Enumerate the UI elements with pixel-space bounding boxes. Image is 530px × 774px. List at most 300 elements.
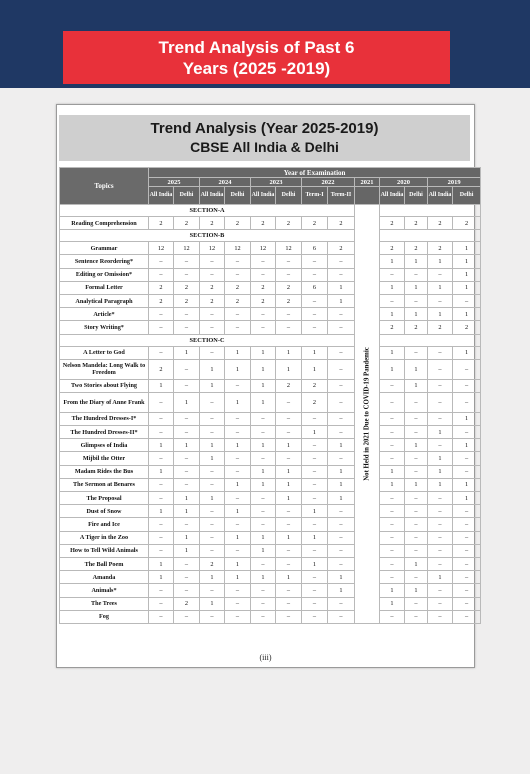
value-cell: – [225,465,251,478]
value-cell: 2 [225,217,251,230]
value-cell: – [328,392,355,412]
value-cell: – [380,571,405,584]
value-cell: 2 [276,217,302,230]
value-cell: 1 [200,571,225,584]
value-cell: – [428,412,453,425]
value-cell: 1 [225,346,251,359]
value-cell: – [428,518,453,531]
table-row [60,452,481,465]
value-cell: – [453,571,481,584]
value-cell: 2 [302,217,328,230]
value-cell: – [200,518,225,531]
value-cell: 1 [251,571,276,584]
value-cell: 12 [251,242,276,255]
topic-cell: Glimpses of India [60,439,149,452]
value-cell: – [380,392,405,412]
value-cell: – [251,518,276,531]
value-cell: – [302,308,328,321]
term2-header: Term-II [328,187,355,205]
value-cell: – [405,610,428,623]
value-cell: – [453,531,481,544]
value-cell: 1 [149,465,174,478]
value-cell: 1 [251,544,276,557]
value-cell: – [200,478,225,491]
value-cell: 2 [200,217,225,230]
value-cell: – [200,321,225,334]
value-cell: 1 [328,465,355,478]
value-cell: 12 [149,242,174,255]
value-cell: – [405,412,428,425]
value-cell: – [200,308,225,321]
topic-cell: A Tiger in the Zoo [60,531,149,544]
year-header: 2025 [149,178,200,187]
value-cell: 1 [276,492,302,505]
value-cell: – [302,255,328,268]
value-cell: 1 [405,439,428,452]
topic-cell: The Sermon at Benares [60,478,149,491]
value-cell: 1 [328,571,355,584]
value-cell: 12 [174,242,200,255]
value-cell: – [428,492,453,505]
value-cell: 1 [453,412,481,425]
topic-cell: Fog [60,610,149,623]
value-cell: – [428,531,453,544]
value-cell: 1 [302,505,328,518]
value-cell: 2 [328,242,355,255]
value-cell: – [149,518,174,531]
value-cell: – [174,359,200,379]
value-cell: – [405,597,428,610]
value-cell: – [276,392,302,412]
table-row [60,610,481,623]
value-cell: 1 [405,584,428,597]
value-cell: – [428,584,453,597]
value-cell: – [149,321,174,334]
value-cell: – [328,505,355,518]
section-title: SECTION-C [60,334,355,346]
value-cell: – [428,439,453,452]
value-cell: 6 [302,242,328,255]
table-row [60,217,481,230]
value-cell: 1 [328,294,355,307]
table-row [60,392,481,412]
value-cell: 1 [405,557,428,570]
table-row [60,359,481,379]
value-cell: 1 [380,255,405,268]
value-cell: 1 [251,478,276,491]
banner-title-line1: Trend Analysis of Past 6 [158,37,355,57]
value-cell: – [380,518,405,531]
value-cell: 2 [405,321,428,334]
table-row [60,439,481,452]
table-row [60,308,481,321]
value-cell: – [200,544,225,557]
value-cell: 2 [276,379,302,392]
year-header: 2020 [380,178,428,187]
value-cell: 2 [200,281,225,294]
value-cell: 12 [276,242,302,255]
value-cell: – [380,610,405,623]
value-cell: – [174,610,200,623]
value-cell: 1 [200,492,225,505]
value-cell: – [276,610,302,623]
value-cell: 1 [200,597,225,610]
value-cell: – [149,412,174,425]
value-cell: 1 [251,379,276,392]
value-cell: 1 [149,557,174,570]
value-cell: 1 [225,359,251,379]
value-cell: 1 [225,439,251,452]
value-cell: – [149,452,174,465]
value-cell: – [328,255,355,268]
value-cell: 1 [328,281,355,294]
value-cell: 1 [453,478,481,491]
value-cell: 12 [225,242,251,255]
all-india-header: All India [200,187,225,205]
value-cell: – [149,255,174,268]
topic-cell: The Hundred Dresses-II* [60,426,149,439]
value-cell: – [302,597,328,610]
value-cell: 1 [328,478,355,491]
value-cell: – [225,584,251,597]
value-cell: – [225,492,251,505]
value-cell: – [200,392,225,412]
value-cell: – [251,452,276,465]
value-cell: – [225,255,251,268]
value-cell: – [428,557,453,570]
covid-note: Not Held in 2021 Due to COVID-19 Pandemic [363,347,371,481]
value-cell: – [251,557,276,570]
value-cell: – [405,426,428,439]
value-cell: – [174,465,200,478]
value-cell: – [328,544,355,557]
value-cell: – [276,518,302,531]
topic-cell: The Ball Poem [60,557,149,570]
value-cell: – [428,294,453,307]
page-number: (iii) [259,653,272,662]
table-row [60,492,481,505]
value-cell: – [174,308,200,321]
value-cell: – [200,268,225,281]
topic-cell: Fire and Ice [60,518,149,531]
value-cell: 2 [174,217,200,230]
value-cell: – [428,544,453,557]
document-sheet [56,104,475,668]
value-cell: 1 [276,478,302,491]
value-cell: – [328,412,355,425]
value-cell: 1 [405,255,428,268]
topic-cell: Dust of Snow [60,505,149,518]
year-of-examination-header: Year of Examination [149,168,481,178]
value-cell: – [251,268,276,281]
value-cell: – [225,597,251,610]
value-cell: 1 [380,597,405,610]
all-india-header: All India [149,187,174,205]
delhi-header: Delhi [453,187,481,205]
topic-cell: Analytical Paragraph [60,294,149,307]
table-row [60,255,481,268]
value-cell: – [149,531,174,544]
value-cell: 1 [251,439,276,452]
value-cell: 1 [200,439,225,452]
topic-cell: Mijbil the Otter [60,452,149,465]
value-cell: – [405,294,428,307]
value-cell: – [405,531,428,544]
table-row [60,268,481,281]
value-cell: 2 [149,217,174,230]
value-cell: – [225,379,251,392]
value-cell: – [276,452,302,465]
topic-cell: Amanda [60,571,149,584]
value-cell: – [405,346,428,359]
table-row [60,505,481,518]
value-cell: 2 [200,294,225,307]
table-row [60,531,481,544]
value-cell: – [380,426,405,439]
year-header: 2019 [428,178,481,187]
value-cell: – [302,294,328,307]
value-cell: – [302,268,328,281]
value-cell: 1 [276,359,302,379]
value-cell: – [428,597,453,610]
value-cell: 1 [276,531,302,544]
value-cell: – [453,544,481,557]
value-cell: 2 [302,379,328,392]
value-cell: – [225,412,251,425]
value-cell: 2 [174,294,200,307]
year-header: 2021 [355,178,380,187]
topic-cell: Animals* [60,584,149,597]
table-row [60,465,481,478]
value-cell: – [200,531,225,544]
value-cell: 1 [225,505,251,518]
value-cell: – [174,478,200,491]
value-cell: – [428,505,453,518]
value-cell: 1 [453,492,481,505]
banner-title-line2: Years (2025 -2019) [182,58,331,78]
topic-cell: Madam Rides the Bus [60,465,149,478]
value-cell: 1 [174,544,200,557]
value-cell: – [453,379,481,392]
value-cell: 1 [174,346,200,359]
value-cell: 1 [405,478,428,491]
value-cell: – [453,294,481,307]
table-row [60,426,481,439]
delhi-header: Delhi [225,187,251,205]
topic-cell: Nelson Mandela: Long Walk to Freedom [60,359,149,379]
value-cell: – [453,359,481,379]
topic-cell: The Trees [60,597,149,610]
value-cell: – [225,452,251,465]
value-cell: 1 [405,379,428,392]
value-cell: 2 [405,242,428,255]
value-cell: – [453,426,481,439]
section-title: SECTION-B [60,230,355,242]
section-row [60,334,481,346]
value-cell: – [276,321,302,334]
value-cell: – [453,452,481,465]
value-cell: – [302,571,328,584]
value-cell: – [225,321,251,334]
value-cell: – [453,465,481,478]
value-cell: – [174,584,200,597]
value-cell: 1 [428,308,453,321]
value-cell: – [174,379,200,392]
topic-cell: Article* [60,308,149,321]
value-cell: – [276,544,302,557]
all-india-header: All India [251,187,276,205]
value-cell: – [200,505,225,518]
table-row [60,281,481,294]
value-cell: – [174,452,200,465]
trend-table [59,167,481,624]
value-cell: 1 [453,255,481,268]
value-cell: 2 [149,281,174,294]
value-cell: – [380,544,405,557]
value-cell: – [200,465,225,478]
value-cell: 2 [251,294,276,307]
value-cell: 1 [380,465,405,478]
topics-header: Topics [60,168,149,205]
topic-cell: Formal Letter [60,281,149,294]
value-cell: 2 [302,392,328,412]
value-cell: – [174,321,200,334]
value-cell: 2 [174,281,200,294]
value-cell: – [225,518,251,531]
value-cell: – [251,610,276,623]
value-cell: – [405,392,428,412]
value-cell: 1 [200,379,225,392]
value-cell: – [251,321,276,334]
value-cell: – [302,610,328,623]
section-title-right [380,230,481,242]
value-cell: – [453,597,481,610]
value-cell: – [380,379,405,392]
value-cell: – [428,359,453,379]
value-cell: – [328,321,355,334]
value-cell: 2 [428,217,453,230]
value-cell: 1 [302,426,328,439]
term1-header: Term-I [302,187,328,205]
value-cell: 1 [200,452,225,465]
delhi-header: Delhi [174,187,200,205]
value-cell: 1 [428,281,453,294]
value-cell: – [380,505,405,518]
topic-cell: The Hundred Dresses-I* [60,412,149,425]
sheet-title-box [59,115,470,161]
value-cell: 2 [276,294,302,307]
value-cell: 6 [302,281,328,294]
value-cell: 1 [453,308,481,321]
value-cell: – [328,359,355,379]
value-cell: 1 [428,426,453,439]
value-cell: 1 [302,346,328,359]
value-cell: – [276,557,302,570]
section-title: SECTION-A [60,205,355,217]
value-cell: 1 [380,584,405,597]
value-cell: 1 [174,531,200,544]
value-cell: – [251,255,276,268]
value-cell: 2 [453,217,481,230]
value-cell: – [251,308,276,321]
value-cell: – [428,346,453,359]
value-cell: – [405,571,428,584]
value-cell: – [174,268,200,281]
title-banner [63,31,450,84]
value-cell: – [405,492,428,505]
value-cell: – [174,571,200,584]
value-cell: – [149,478,174,491]
value-cell: – [149,597,174,610]
value-cell: – [328,610,355,623]
value-cell: 1 [174,392,200,412]
topic-cell: Two Stories about Flying [60,379,149,392]
table-row [60,379,481,392]
value-cell: 1 [149,379,174,392]
value-cell: – [200,346,225,359]
section-title-right [380,205,481,217]
table-row [60,597,481,610]
value-cell: – [302,478,328,491]
value-cell: 1 [380,359,405,379]
value-cell: – [328,346,355,359]
value-cell: – [302,584,328,597]
topic-cell: Reading Comprehension [60,217,149,230]
value-cell: – [225,426,251,439]
value-cell: – [328,557,355,570]
value-cell: – [225,308,251,321]
value-cell: 1 [405,281,428,294]
value-cell: 1 [225,392,251,412]
value-cell: 2 [251,281,276,294]
value-cell: – [149,268,174,281]
value-cell: – [328,518,355,531]
topic-cell: Story Writing* [60,321,149,334]
value-cell: – [302,465,328,478]
value-cell: 1 [328,584,355,597]
value-cell: – [200,255,225,268]
value-cell: – [174,518,200,531]
table-row [60,294,481,307]
value-cell: – [380,452,405,465]
value-cell: – [453,518,481,531]
value-cell: – [251,412,276,425]
value-cell: – [302,452,328,465]
value-cell: – [453,392,481,412]
value-cell: – [225,544,251,557]
value-cell: – [380,492,405,505]
value-cell: – [328,379,355,392]
value-cell: – [174,412,200,425]
value-cell: 2 [225,294,251,307]
value-cell: 1 [174,439,200,452]
topic-cell: A Letter to God [60,346,149,359]
value-cell: 2 [276,281,302,294]
value-cell: 1 [328,439,355,452]
value-cell: 1 [428,571,453,584]
value-cell: 1 [302,557,328,570]
value-cell: 2 [380,242,405,255]
value-cell: – [380,531,405,544]
table-row [60,321,481,334]
value-cell: 1 [453,281,481,294]
value-cell: – [328,531,355,544]
value-cell: – [302,439,328,452]
value-cell: 1 [453,242,481,255]
value-cell: 1 [453,439,481,452]
value-cell: 1 [149,571,174,584]
value-cell: – [276,268,302,281]
